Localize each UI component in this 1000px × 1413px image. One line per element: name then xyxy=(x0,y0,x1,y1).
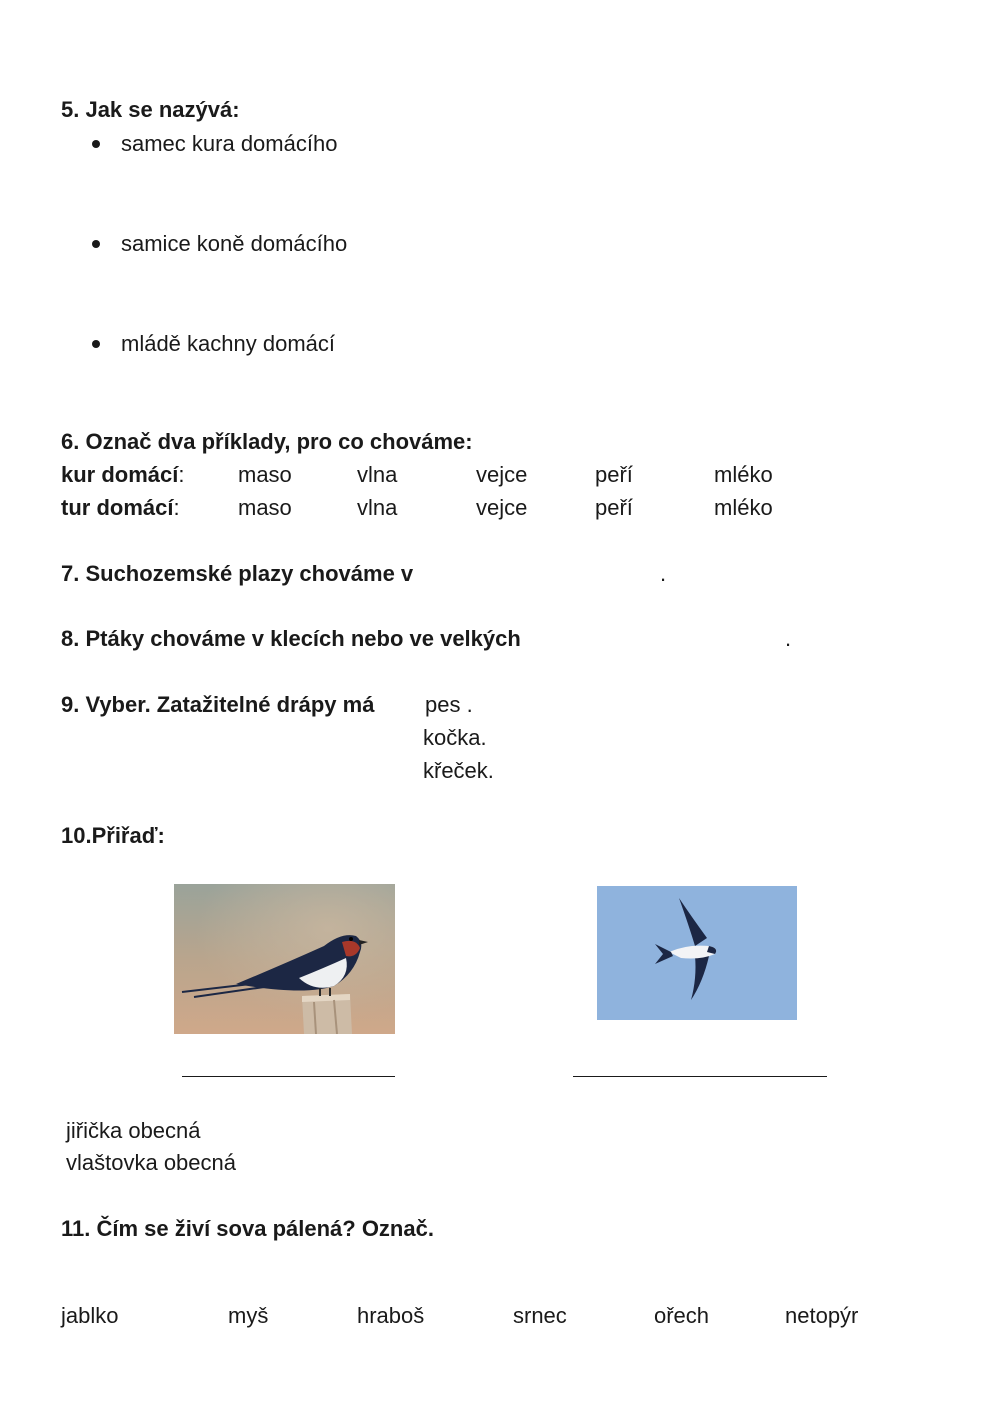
q6-row-1-option[interactable]: peří xyxy=(595,462,633,487)
flying-house-martin-photo xyxy=(597,886,797,1020)
q6-row-2-option[interactable]: maso xyxy=(238,495,292,520)
q11-option[interactable]: srnec xyxy=(513,1303,567,1328)
q6-row-2-label: tur domácí: xyxy=(61,495,180,520)
q6-row-1-option[interactable]: maso xyxy=(238,462,292,487)
q6-row-2-option[interactable]: vlna xyxy=(357,495,398,520)
perched-swallow-photo xyxy=(174,884,395,1034)
q11-option[interactable]: ořech xyxy=(654,1303,710,1328)
q6-row-1-option[interactable]: vlna xyxy=(357,462,398,487)
q6-row-1-option[interactable]: mléko xyxy=(714,462,773,487)
q10-answer-option[interactable]: jiřička obecná xyxy=(66,1118,201,1143)
q6-row-2-option[interactable]: vejce xyxy=(476,495,528,520)
q7-text: 7. Suchozemské plazy chováme v xyxy=(61,561,414,586)
q11-option[interactable]: myš xyxy=(228,1303,269,1328)
q9-option[interactable]: pes . xyxy=(425,692,473,717)
q5-item-3: mládě kachny domácí xyxy=(121,331,335,356)
q8-text: 8. Ptáky chováme v klecích nebo ve velkých xyxy=(61,626,521,651)
bullet-icon xyxy=(92,240,100,248)
q9-text: 9. Vyber. Zatažitelné drápy má xyxy=(61,692,375,717)
q9-option[interactable]: křeček. xyxy=(423,758,494,783)
bullet-icon xyxy=(92,140,100,148)
q6-row-2-option[interactable]: mléko xyxy=(714,495,773,520)
q5-item-1: samec kura domácího xyxy=(121,131,338,156)
q10-title: 10.Přiřaď: xyxy=(61,823,165,848)
q10-answer-option[interactable]: vlaštovka obecná xyxy=(66,1150,236,1175)
q11-option[interactable]: jablko xyxy=(61,1303,119,1328)
q8-end: . xyxy=(785,626,792,651)
q5-title: 5. Jak se nazývá: xyxy=(61,97,240,122)
answer-blank-1[interactable] xyxy=(182,1076,395,1077)
q9-option[interactable]: kočka. xyxy=(423,725,487,750)
q6-title: 6. Označ dva příklady, pro co chováme: xyxy=(61,429,473,454)
q11-title: 11. Čím se živí sova pálená? Označ. xyxy=(61,1216,434,1241)
answer-blank-2[interactable] xyxy=(573,1076,827,1077)
bullet-icon xyxy=(92,340,100,348)
q7-end: . xyxy=(660,561,667,586)
q6-row-1-option[interactable]: vejce xyxy=(476,462,528,487)
q6-row-2-option[interactable]: peří xyxy=(595,495,633,520)
q11-option[interactable]: hraboš xyxy=(357,1303,425,1328)
q6-row-1-label: kur domácí: xyxy=(61,462,185,487)
q5-item-2: samice koně domácího xyxy=(121,231,348,256)
q11-option[interactable]: netopýr xyxy=(785,1303,859,1328)
